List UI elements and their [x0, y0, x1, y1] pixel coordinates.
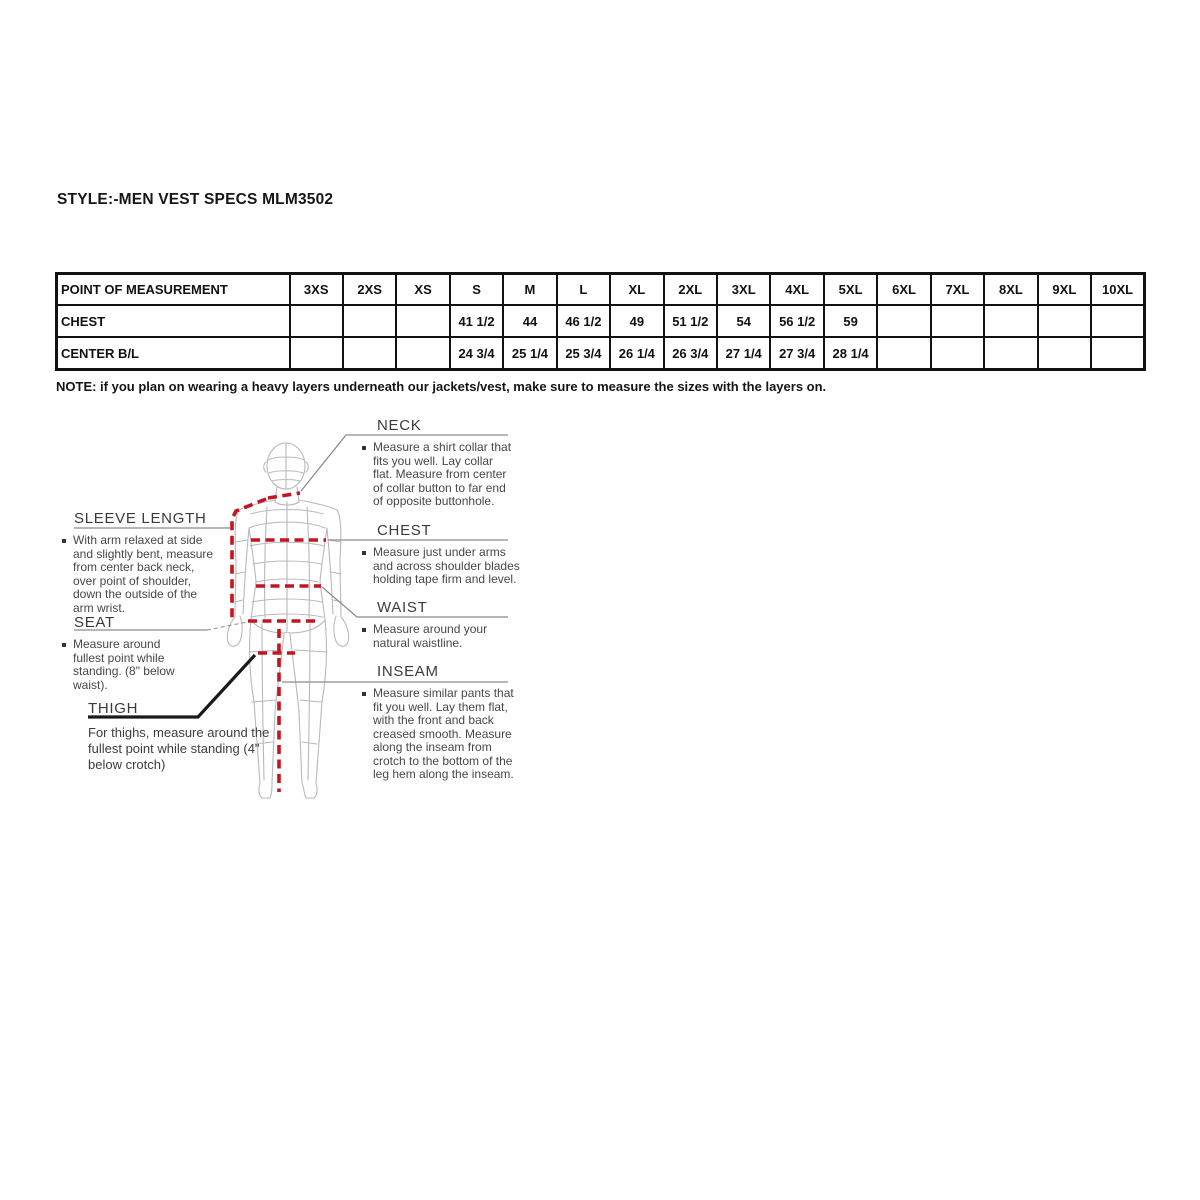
bullet-icon	[62, 643, 66, 647]
size-value-cell	[1091, 337, 1144, 370]
sleeve-length-heading: SLEEVE LENGTH	[74, 510, 207, 527]
bullet-icon	[362, 551, 366, 555]
col-header-size: 6XL	[877, 274, 930, 306]
size-value-cell	[396, 305, 449, 337]
waist-heading: WAIST	[377, 599, 428, 616]
bullet-icon	[362, 692, 366, 696]
size-value-cell	[396, 337, 449, 370]
inseam-heading: INSEAM	[377, 663, 439, 680]
note-text: NOTE: if you plan on wearing a heavy layers underneath our jackets/vest, make sure to measure the sizes with the layers on.	[56, 379, 827, 394]
size-table-container	[55, 272, 1146, 371]
size-value-cell	[984, 305, 1037, 337]
size-value-cell: 26 3/4	[664, 337, 717, 370]
neck-heading: NECK	[377, 417, 422, 434]
col-header-size: 2XS	[343, 274, 396, 306]
chest-description: Measure just under arms and across shoulder blades holding tape firm and level.	[362, 546, 520, 587]
seat-heading: SEAT	[74, 614, 115, 631]
size-value-cell: 49	[610, 305, 663, 337]
size-value-cell: 27 3/4	[770, 337, 823, 370]
size-value-cell	[343, 337, 396, 370]
size-value-cell: 41 1/2	[450, 305, 503, 337]
neck-measure-line	[268, 493, 300, 498]
size-value-cell	[290, 337, 343, 370]
size-value-cell: 56 1/2	[770, 305, 823, 337]
size-value-cell: 26 1/4	[610, 337, 663, 370]
bullet-icon	[362, 628, 366, 632]
size-value-cell: 54	[717, 305, 770, 337]
col-header-size: M	[503, 274, 556, 306]
neck-description: Measure a shirt collar that fits you well. Lay collar flat. Measure from center of collar button to far end of opposite buttonhole.	[362, 441, 514, 509]
size-value-cell	[1038, 337, 1091, 370]
thigh-heading: THIGH	[88, 700, 139, 717]
col-header-size: 10XL	[1091, 274, 1144, 306]
bullet-icon	[62, 539, 66, 543]
size-value-cell: 46 1/2	[557, 305, 610, 337]
chest-heading: CHEST	[377, 522, 432, 539]
col-header-size: 4XL	[770, 274, 823, 306]
col-header-size: L	[557, 274, 610, 306]
seat-dash-link	[207, 622, 247, 630]
col-header-size: S	[450, 274, 503, 306]
size-value-cell	[343, 305, 396, 337]
row-label: CHEST	[57, 305, 290, 337]
size-value-cell	[984, 337, 1037, 370]
sleeve-length-description: With arm relaxed at side and slightly bent, measure from center back neck, over point of shoulder, down the outside of the arm wrist.	[62, 534, 214, 615]
size-value-cell	[1038, 305, 1091, 337]
table-row	[57, 305, 1145, 337]
inseam-description: Measure similar pants that fit you well. Lay them flat, with the front and back creased smooth. Measure along the inseam from crotch to the bottom of the leg hem along the inseam.	[362, 687, 514, 782]
size-value-cell: 25 1/4	[503, 337, 556, 370]
col-header-size: 9XL	[1038, 274, 1091, 306]
size-value-cell: 28 1/4	[824, 337, 877, 370]
col-header-size: XL	[610, 274, 663, 306]
waist-description: Measure around your natural waistline.	[362, 623, 492, 650]
size-value-cell: 27 1/4	[717, 337, 770, 370]
header-row	[57, 274, 1145, 306]
sleeve-measure-line	[232, 499, 266, 622]
table-row	[57, 337, 1145, 370]
size-value-cell	[1091, 305, 1144, 337]
size-value-cell: 51 1/2	[664, 305, 717, 337]
col-header-point-of-measurement: POINT OF MEASUREMENT	[57, 274, 290, 306]
size-value-cell: 44	[503, 305, 556, 337]
page-title: STYLE:-MEN VEST SPECS MLM3502	[57, 191, 334, 208]
col-header-size: XS	[396, 274, 449, 306]
size-value-cell	[877, 337, 930, 370]
col-header-size: 2XL	[664, 274, 717, 306]
col-header-size: 7XL	[931, 274, 984, 306]
col-header-size: 3XS	[290, 274, 343, 306]
col-header-size: 8XL	[984, 274, 1037, 306]
size-value-cell	[931, 305, 984, 337]
size-value-cell: 25 3/4	[557, 337, 610, 370]
size-value-cell	[877, 305, 930, 337]
size-value-cell: 59	[824, 305, 877, 337]
size-value-cell	[931, 337, 984, 370]
size-table	[55, 272, 1146, 371]
size-value-cell	[290, 305, 343, 337]
size-table-body	[57, 274, 1145, 370]
bullet-icon	[362, 446, 366, 450]
col-header-size: 5XL	[824, 274, 877, 306]
thigh-description: For thighs, measure around the fullest point while standing (4" below crotch)	[88, 725, 270, 772]
seat-description: Measure around fullest point while standing. (8" below waist).	[62, 638, 194, 692]
col-header-size: 3XL	[717, 274, 770, 306]
size-value-cell: 24 3/4	[450, 337, 503, 370]
row-label: CENTER B/L	[57, 337, 290, 370]
